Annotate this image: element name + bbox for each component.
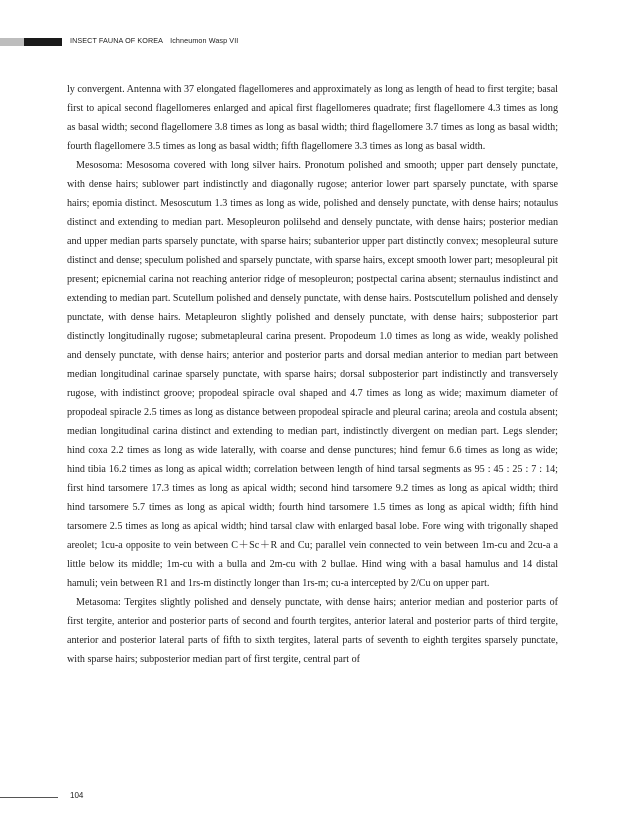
volume-title: Ichneumon Wasp VII — [170, 36, 239, 45]
header-bar-dark — [24, 38, 62, 46]
paragraph-mesosoma: Mesosoma: Mesosoma covered with long silver hairs. Pronotum polished and smooth; upper part densely punctate, with dense hairs; sublower part indistinctly and diagonally rugose; anterior lower part sparsely punctate, with sparse hairs; epomia distinct. Mesoscutum 1.3 times as long as wide, polished and densely punctate, with dense hairs; notaulus distinct and extending to median part. Mesopleuron polilsehd and densely punctate, with dense hairs; posterior median and upper median parts sparsely punctate, with sparse hairs; subanterior upper part distinctly convex; mesopleural suture distinct and dense; speculum polished and sparsely punctate, with sparse hairs, except smooth lower part; mesopleural pit present; epicnemial carina not reaching anterior ridge of mesopleuron; postpectal carina absent; sternaulus indistinct and extending to median part. Scutellum polished and densely punctate, with dense hairs. Postscutellum polished and densely punctate, with dense hairs. Metapleuron slightly polished and densely punctate, with dense hairs; subposterior part distinctly longitudinally rugose; submetapleural carina present. Propodeum 1.0 times as long as wide, weakly polished and densely punctate, with dense hairs; anterior and posterior parts and dorsal median anterior to median part between median longitudinal carinae sparsely punctate, with sparse hairs; dorsal subposterior part indistinctly and transversely rugose, with indistinct groove; propodeal spiracle oval shaped and 4.7 times as long as wide; maximum diameter of propodeal spiracle 2.5 times as long as distance between propodeal spiracle and pleural carina; areola and costula absent; median longitudinal carina distinct and extending to median part, indistinctly divergent on median part. Legs slender; hind coxa 2.2 times as long as wide laterally, with coarse and dense punctures; hind femur 6.6 times as long as wide; hind tibia 16.2 times as long as apical width; correlation between length of hind tarsal segments as 95 : 45 : 25 : 7 : 14; first hind tarsomere 17.3 times as long as apical width; second hind tarsomere 9.2 times as long as apical width; third hind tarsomere 5.7 times as long as apical width; fourth hind tarsomere 1.5 times as long as apical width; fifth hind tarsomere 2.5 times as long as apical width; hind tarsal claw with enlarged basal lobe. Fore wing with trigonally shaped areolet; 1cu-a opposite to vein between C＋Sc＋R and Cu; parallel vein connected to vein between 1m-cu and 2cu-a a little below its middle; 1m-cu with a bulla and 2m-cu with 2 bullae. Hind wing with a basal hamulus and 14 distal hamuli; vein between R1 and 1rs-m distinctly longer than 1rs-m; cu-a intercepted by 2/Cu on upper part. — [67, 160, 558, 590]
header-bar-light — [0, 38, 24, 46]
paragraph-antenna: ly convergent. Antenna with 37 elongated flagellomeres and approximately as long as length of head to first tergite; basal first to apical second flagellomeres enlarged and apical first flagellomeres quadrate; first flagellomere 4.3 times as long as basal width; second flagellomere 3.8 times as long as basal width; third flagellomere 3.7 times as long as basal width; fourth flagellomere 3.5 times as long as basal width; fifth flagellomere 3.3 times as long as basal width. — [67, 84, 558, 153]
page-number: 104 — [70, 791, 84, 800]
paragraph-metasoma: Metasoma: Tergites slightly polished and densely punctate, with dense hairs; anterior median and posterior parts of first tergite, anterior and posterior parts of second and fourth tergites, anterior lateral and posterior parts of third tergite, anterior and posterior lateral parts of fifth to sixth tergites, lateral parts of seventh to eighth tergites sparsely punctate, with sparse hairs; subposterior median part of first tergite, central part of — [67, 597, 558, 666]
running-header — [70, 36, 238, 45]
footer-rule — [0, 797, 58, 798]
series-title: INSECT FAUNA OF KOREA — [70, 36, 164, 45]
body-text — [67, 80, 558, 669]
